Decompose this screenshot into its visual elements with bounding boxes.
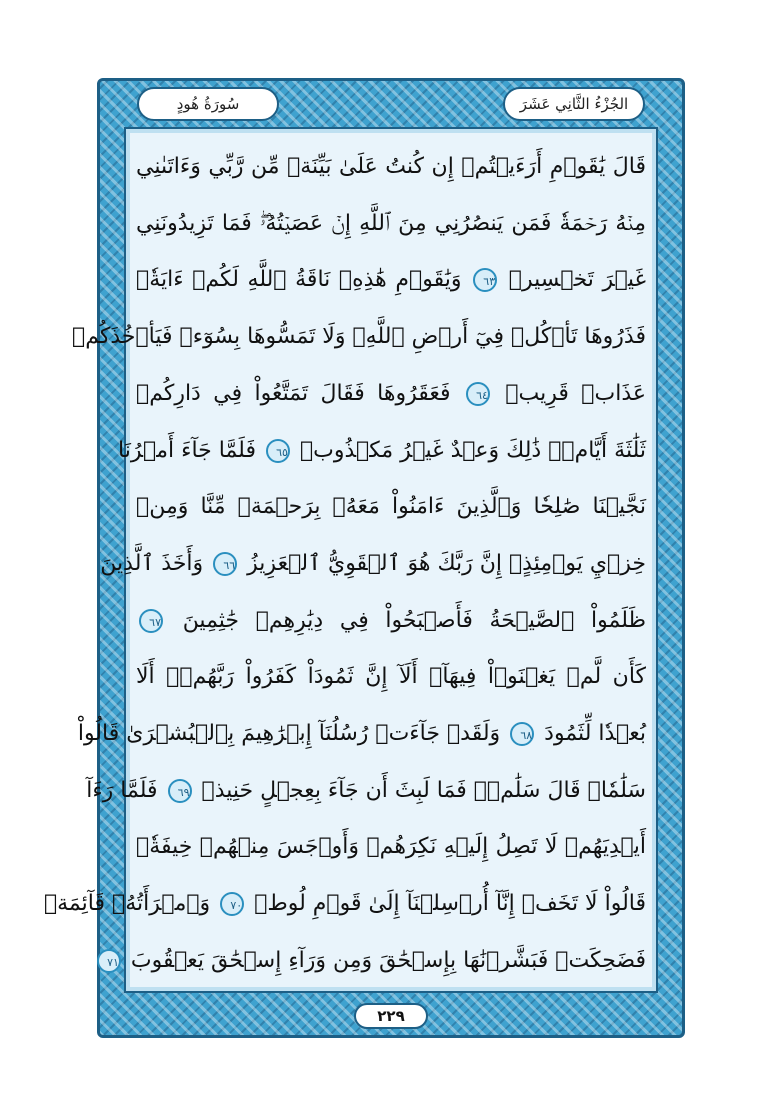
- ayah-number-marker: ٦٥: [266, 439, 290, 463]
- verse-line: [107, 937, 646, 985]
- verse-line: [136, 370, 646, 418]
- verse-text: فَلَمَّا رَءَآ: [86, 777, 158, 803]
- verse-line: [136, 483, 646, 531]
- page-number: ٢٢٩: [377, 1007, 405, 1025]
- verse-text: وَلَقَدۡ جَآءَتۡ رُسُلُنَآ إِبۡرَٰهِيمَ بِٱلۡبُشۡرَىٰ قَالُواْ: [77, 721, 501, 747]
- verse-text: فَضَحِكَتۡ فَبَشَّرۡنَٰهَا بِإِسۡحَٰقَ وَمِن وَرَآءِ إِسۡحَٰقَ يَعۡقُوبَ: [130, 947, 646, 973]
- verse-text: ثَلَٰثَةَ أَيَّامٖۖ ذَٰلِكَ وَعۡدٌ غَيۡرُ مَكۡذُوبٖ: [299, 437, 646, 463]
- verse-line: [43, 880, 646, 928]
- verse-text: فَلَمَّا جَآءَ أَمۡرُنَا: [118, 437, 256, 463]
- text-panel: [43, 127, 658, 993]
- verse-text: قَالَ يَٰقَوۡمِ أَرَءَيۡتُمۡ إِن كُنتُ عَلَىٰ بَيِّنَةٖ مِّن رَّبِّي وَءَاتَىٰنِي: [136, 154, 646, 179]
- verse-text: فَعَقَرُوهَا فَقَالَ تَمَتَّعُواْ فِي دَارِكُمۡ: [136, 380, 451, 406]
- page-number-badge: [354, 1003, 428, 1029]
- verse-text: سَلَٰمٗاۖ قَالَ سَلَٰمٞۖ فَمَا لَبِثَ أَن جَآءَ بِعِجۡلٍ حَنِيذٖ: [201, 777, 646, 803]
- ayah-number-marker: ٦٩: [168, 779, 192, 803]
- verse-line: [86, 767, 646, 815]
- verse-text: بُعۡدٗا لِّثَمُودَ: [544, 721, 646, 747]
- verse-line: [136, 597, 646, 645]
- verse-text: فَذَرُوهَا تَأۡكُلۡ فِيٓ أَرۡضِ ٱللَّهِۖ وَلَا تَمَسُّوهَا بِسُوٓءٖ فَيَأۡخُذَكُمۡ: [72, 324, 646, 350]
- ayah-number-marker: ٦٨: [510, 722, 534, 746]
- verse-text: وَأَخَذَ ٱلَّذِينَ: [100, 550, 204, 576]
- verse-text: خِزۡيِ يَوۡمِئِذٍۚ إِنَّ رَبَّكَ هُوَ ٱلۡقَوِيُّ ٱلۡعَزِيزُ: [247, 550, 646, 576]
- ayah-number-marker: ٧١: [97, 949, 121, 973]
- verse-line: [136, 823, 646, 871]
- ayah-number-marker: ٦٧: [139, 609, 163, 633]
- verse-line: [136, 256, 646, 304]
- ayah-number-marker: ٦٣: [473, 268, 497, 292]
- verse-text: وَٱمۡرَأَتُهُۥ قَآئِمَةٞ: [43, 891, 211, 917]
- ayah-number-marker: ٦٤: [466, 382, 490, 406]
- verse-text: مِنۡهُ رَحۡمَةٗ فَمَن يَنصُرُنِي مِنَ ٱللَّهِ إِنۡ عَصَيۡتُهُۥۖ فَمَا تَزِيدُونَنِي: [136, 210, 646, 236]
- surah-name: سُورَةُ هُودٍ: [176, 95, 240, 113]
- juz-name: الجُزْءُ الثَّانِي عَشَرَ: [519, 95, 629, 113]
- verse-line: [136, 200, 646, 248]
- verse-text: ظَلَمُواْ ٱلصَّيۡحَةُ فَأَصۡبَحُواْ فِي دِيَٰرِهِمۡ جَٰثِمِينَ: [182, 607, 646, 633]
- verse-line: [136, 143, 646, 191]
- verse-text: نَجَّيۡنَا صَٰلِحٗا وَٱلَّذِينَ ءَامَنُواْ مَعَهُۥ بِرَحۡمَةٖ مِّنَّا وَمِنۡ: [136, 494, 646, 520]
- verse-line: [100, 540, 646, 588]
- ornamental-frame: [43, 78, 685, 1038]
- verse-text: أَيۡدِيَهُمۡ لَا تَصِلُ إِلَيۡهِ نَكِرَهُمۡ وَأَوۡجَسَ مِنۡهُمۡ خِيفَةٗۚ: [136, 834, 646, 860]
- verse-text: قَالُواْ لَا تَخَفۡ إِنَّآ أُرۡسِلۡنَآ إِلَىٰ قَوۡمِ لُوطٖ: [254, 891, 646, 917]
- verse-line: [77, 710, 646, 758]
- verse-text: عَذَابٞ قَرِيبٞ: [505, 380, 647, 406]
- verse-line: [118, 427, 646, 475]
- verse-lines: [43, 143, 647, 985]
- verse-line: [72, 313, 646, 361]
- verse-line: [136, 653, 646, 701]
- verse-text: غَيۡرَ تَخۡسِيرٖ: [508, 267, 647, 293]
- verse-text: كَأَن لَّمۡ يَغۡنَوۡاْ فِيهَآۗ أَلَآ إِنَّ ثَمُودَاْ كَفَرُواْ رَبَّهُمۡۗ أَلَا: [136, 664, 646, 690]
- surah-name-cartouche: [137, 87, 279, 121]
- verse-text: وَيَٰقَوۡمِ هَٰذِهِۦ نَاقَةُ ٱللَّهِ لَكُمۡ ءَايَةٗۖ: [136, 267, 462, 293]
- ayah-number-marker: ٧٠: [220, 892, 244, 916]
- ayah-number-marker: ٦٦: [213, 552, 237, 576]
- juz-cartouche: [503, 87, 645, 121]
